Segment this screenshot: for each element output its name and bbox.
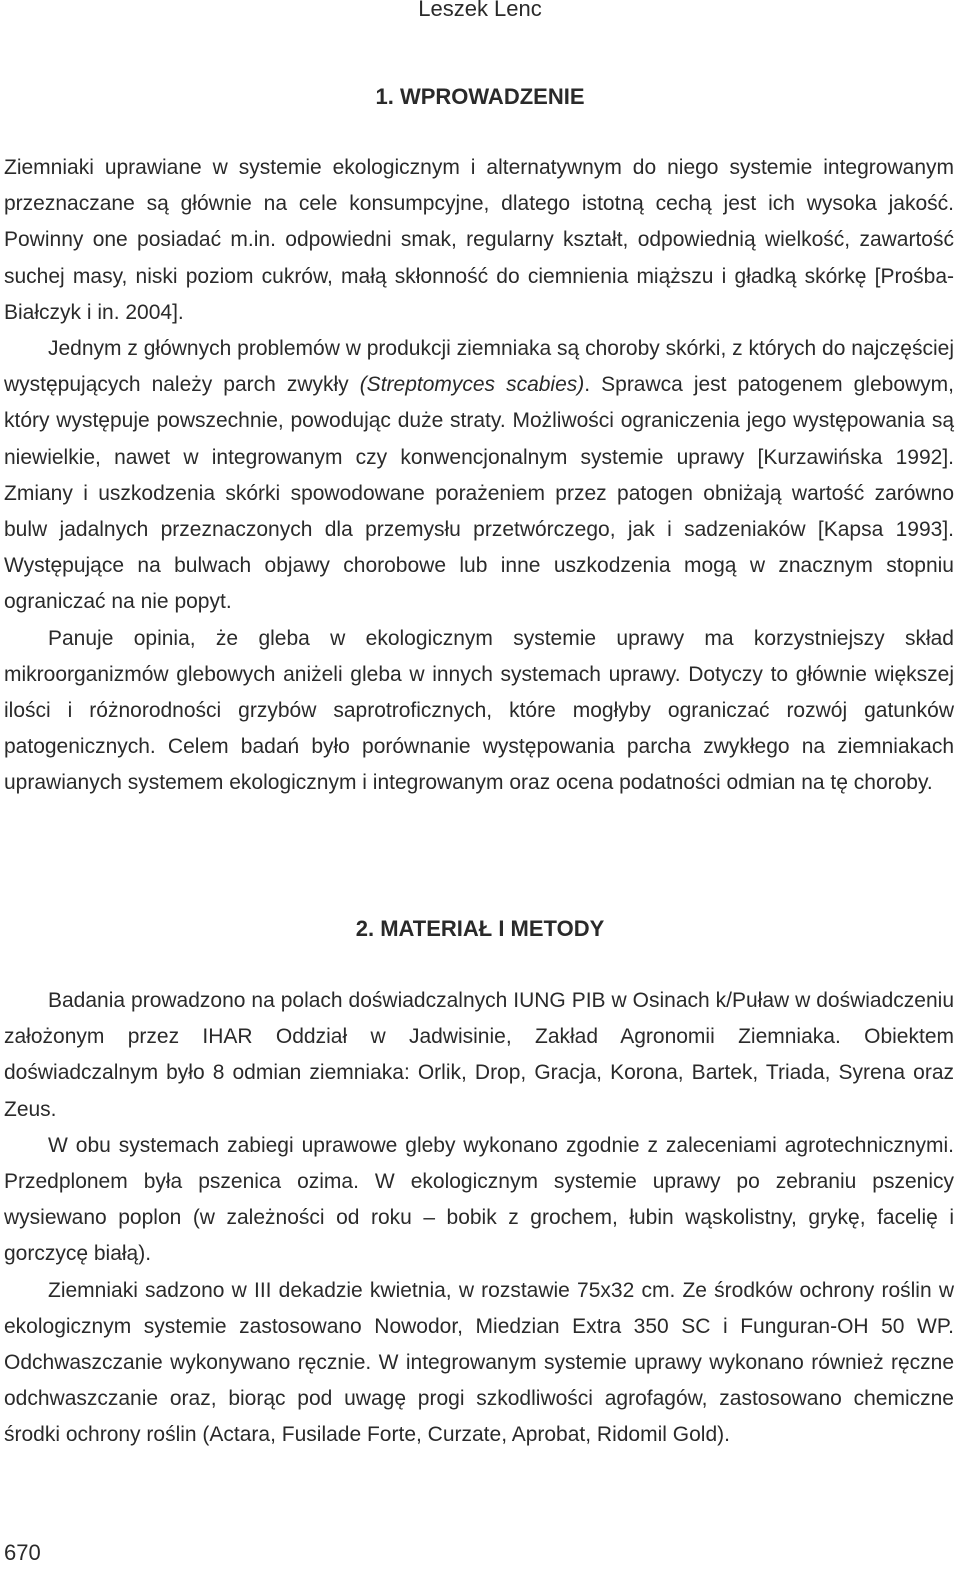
section-heading-introduction: 1. WPROWADZENIE [375, 84, 585, 109]
methods-body [4, 983, 954, 1454]
section-heading-methods: 2. MATERIAŁ I METODY [355, 916, 605, 941]
paragraph: Panuje opinia, że gleba w ekologicznym systemie uprawy ma korzystniejszy skład mikroorganizmów glebowych aniżeli gleba w innych systemach uprawy. Dotyczy to głównie większej ilości i różnorodności grzybów saprotroficznych, które mogłyby ograniczać rozwój gatunków patogenicznych. Celem badań było porównanie występowania parcha zwykłego na ziemniakach uprawianych systemem ekologicznym i integrowanym oraz ocena podatności odmian na tę choroby. [4, 626, 954, 795]
species-name: (Streptomyces scabies) [359, 373, 585, 397]
paragraph: Badania prowadzono na polach doświadczalnych IUNG PIB w Osinach k/Puław w doświadczeniu założonym przez IHAR Oddział w Jadwisinie, Zakład Agronomii Ziemniaka. Obiektem doświadczalnym było 8 odmian ziemniaka: Orlik, Drop, Gracja, Korona, Bartek, Triada, Syrena oraz Zeus. [4, 989, 954, 1121]
paragraph: Ziemniaki sadzono w III dekadzie kwietnia, w rozstawie 75x32 cm. Ze środków ochrony roślin w ekologicznym systemie zastosowano Nowodor, Miedzian Extra 350 SC i Funguran-OH 50 WP. Odchwaszczanie wykonywano ręcznie. W integrowanym systemie uprawy wykonano również ręczne odchwaszczanie oraz, biorąc pod uwagę progi szkodliwości agrofagów, zastosowano chemiczne środki ochrony roślin (Actara, Fusilade Forte, Curzate, Aprobat, Ridomil Gold). [4, 1278, 954, 1447]
page-number: 670 [4, 1540, 41, 1565]
running-head: Leszek Lenc [418, 0, 542, 21]
paragraph: W obu systemach zabiegi uprawowe gleby wykonano zgodnie z zaleceniami agrotechnicznymi. Przedplonem była pszenica ozima. W ekologicznym systemie uprawy po zebraniu pszenicy wysiewano poplon (w zależności od roku – bobik z grochem, łubin wąskolistny, grykę, facelię i gorczycę białą). [4, 1133, 954, 1266]
paragraph: Ziemniaki uprawiane w systemie ekologicznym i alternatywnym do niego systemie integrowanym przeznaczane są głównie na cele konsumpcyjne, dlatego istotną cechą jest ich wysoka jakość. Powinny one posiadać m.in. odpowiedni smak, regularny kształt, odpowiednią wielkość, zawartość suchej masy, niski poziom cukrów, małą skłonność do ciemnienia miąższu i gładką skórkę [Prośba-Białczyk i in. 2004]. [4, 156, 954, 324]
paragraph-text: Jednym z głównych problemów w produkcji ziemniaka są choroby skórki, z których do najczęściej występujących należy parch zwykły [4, 337, 954, 397]
paragraph-text: . Sprawca jest patogenem glebowym, który występuje powszechnie, powodując duże straty. Możliwości ograniczenia jego występowania są niewielkie, nawet w integrowanym czy konwencjonalnym systemie uprawy [Kurzawińska 1992]. Zmiany i uszkodzenia skórki spowodowane porażeniem przez patogen obniżają wartość zarówno bulw jadalnych przeznaczonych dla przemysłu przetwórczego, jak i sadzeniaków [Kapsa 1993]. Występujące na bulwach objawy chorobowe lub inne uszkodzenia mogą w znacznym stopniu ograniczać na nie popyt. [4, 373, 955, 614]
introduction-body [4, 150, 954, 802]
paragraph [4, 331, 954, 621]
